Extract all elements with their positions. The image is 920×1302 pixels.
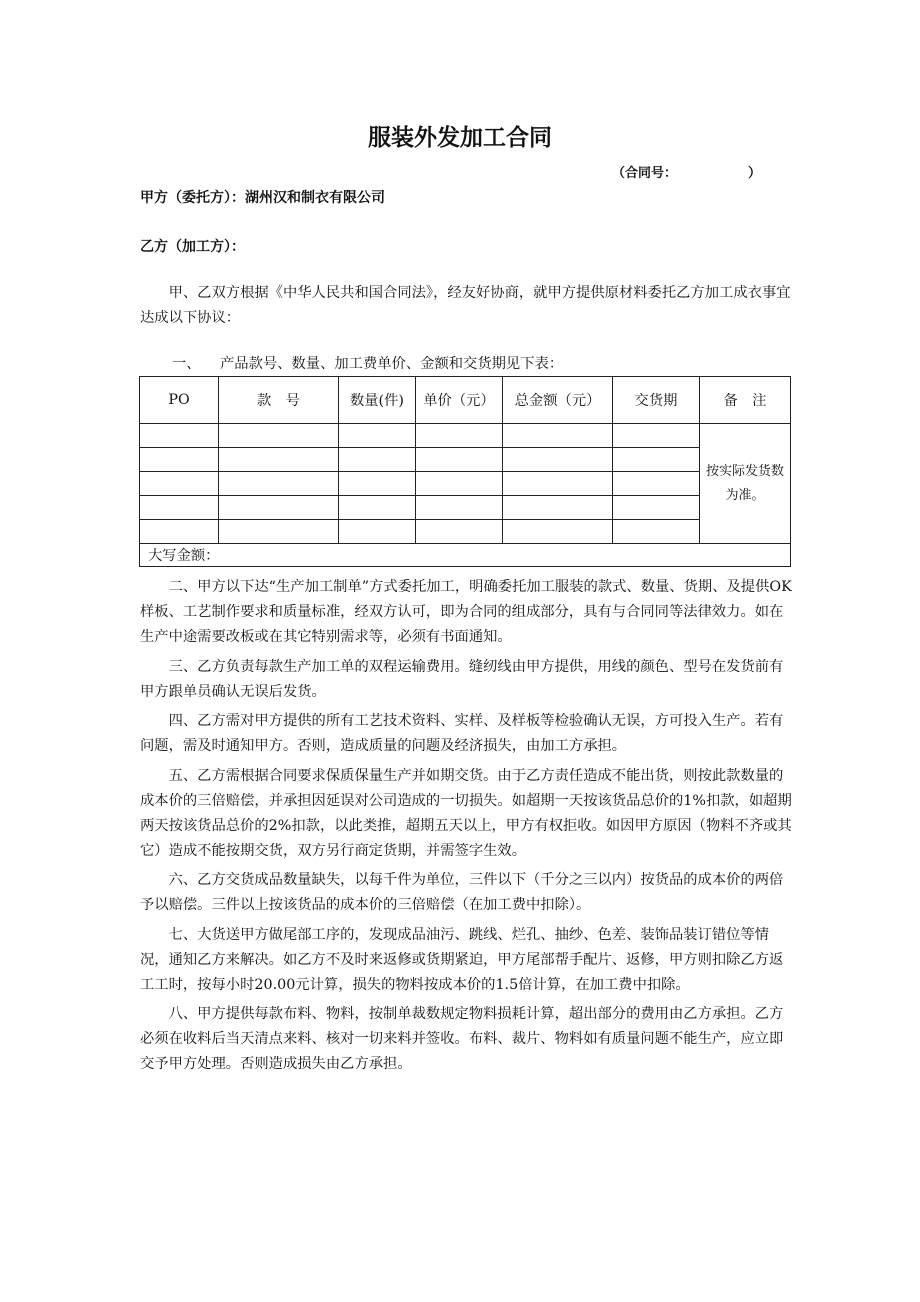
- table-cell: [416, 520, 503, 544]
- header-delivery-date: 交货期: [613, 377, 700, 424]
- table-cell: [339, 448, 416, 472]
- table-cell: [140, 472, 219, 496]
- party-b: 乙方（加工方）：: [140, 239, 245, 255]
- table-cell: [503, 448, 613, 472]
- header-style-no: 款 号: [219, 377, 339, 424]
- table-cell: [140, 520, 219, 544]
- clause-8: 八、甲方提供每款布料、物料，按制单裁数规定物料损耗计算，超出部分的费用由乙方承担。乙方必须在收料后当天清点来料、核对一切来料并签收。布料、裁片、物料如有质量问题不能生产，应立即交予甲方处理。否则造成损失由乙方承担。: [140, 1006, 784, 1072]
- table-cell: [219, 520, 339, 544]
- table-cell: [613, 448, 700, 472]
- table-row: [140, 520, 791, 544]
- table-row: [140, 496, 791, 520]
- section-1-text: 产品款号、数量、加工费单价、金额和交货期见下表：: [220, 356, 564, 372]
- table-cell: [503, 496, 613, 520]
- table-cell: [219, 472, 339, 496]
- table-row: [140, 448, 791, 472]
- table-cell: [613, 424, 700, 448]
- table-cell: [219, 496, 339, 520]
- party-a: 甲方（委托方）：湖州汉和制衣有限公司: [140, 190, 385, 206]
- table-cell: [140, 424, 219, 448]
- table-cell: [503, 520, 613, 544]
- contract-number: [612, 162, 762, 181]
- table-cell: [613, 520, 700, 544]
- header-unit-price: 单价（元）: [416, 377, 503, 424]
- table-cell: [613, 472, 700, 496]
- table-cell: [416, 448, 503, 472]
- table-cell: [219, 424, 339, 448]
- contract-number-label: （合同号：: [612, 166, 678, 181]
- clause-6: 六、乙方交货成品数量缺失，以每千件为单位，三件以下（千分之三以内）按货品的成本价的两倍予以赔偿。三件以上按该货品的成本价的三倍赔偿（在加工费中扣除）。: [140, 872, 784, 913]
- header-remark: 备 注: [700, 377, 791, 424]
- section-1-number: 一、: [172, 356, 201, 372]
- table-cell: [140, 448, 219, 472]
- product-table: [139, 376, 791, 567]
- table-row: [140, 424, 791, 448]
- table-header-row: [140, 377, 791, 424]
- contract-number-close: ）: [748, 166, 762, 181]
- clause-4: 四、乙方需对甲方提供的所有工艺技术资料、实样、及样板等检验确认无误，方可投入生产。若有问题，需及时通知甲方。否则，造成质量的问题及经济损失，由加工方承担。: [140, 713, 784, 754]
- table-cell: [339, 424, 416, 448]
- table-row: [140, 472, 791, 496]
- table-cell: [219, 448, 339, 472]
- clause-7: 七、大货送甲方做尾部工序的，发现成品油污、跳线、烂孔、抽纱、色差、装饰品装订错位等情况，通知乙方来解决。如乙方不及时来返修或货期紧迫，甲方尾部帮手配片、返修，甲方则扣除乙方返工工时，按每小时20.00元计算，损失的物料按成本价的1.5倍计算，在加工费中扣除。: [140, 926, 784, 993]
- table-cell: [416, 424, 503, 448]
- header-po: PO: [140, 377, 219, 424]
- table-cell: [503, 472, 613, 496]
- clause-5: 五、乙方需根据合同要求保质保量生产并如期交货。由于乙方责任造成不能出货，则按此款数量的成本价的三倍赔偿，并承担因延误对公司造成的一切损失。如超期一天按该货品总价的1%扣款，如超期两天按该货品总价的2%扣款，以此类推，超期五天以上，甲方有权拒收。如因甲方原因（物料不齐或其它）造成不能按期交货，双方另行商定货期，并需签字生效。: [140, 767, 792, 859]
- page-title: 服装外发加工合同: [368, 125, 552, 151]
- table-cell: [140, 496, 219, 520]
- table-cell: [416, 472, 503, 496]
- amount-row: [140, 544, 791, 567]
- amount-in-words: 大写金额：: [140, 544, 791, 567]
- clause-2: 二、甲方以下达“生产加工制单”方式委托加工，明确委托加工服装的款式、数量、货期、及提供OK样板、工艺制作要求和质量标准，经双方认可，即为合同的组成部分，具有与合同同等法律效力。如在生产中途需要改板或在其它特别需求等，必须有书面通知。: [140, 579, 792, 645]
- remark-cell: 按实际发货数为准。: [700, 424, 791, 544]
- table-cell: [503, 424, 613, 448]
- table-cell: [339, 472, 416, 496]
- table-cell: [416, 496, 503, 520]
- header-total-amount: 总金额（元）: [503, 377, 613, 424]
- section-1-heading: [172, 353, 563, 373]
- intro-paragraph: 甲、乙双方根据《中华人民共和国合同法》，经友好协商，就甲方提供原材料委托乙方加工成衣事宜达成以下协议：: [140, 285, 791, 326]
- table-cell: [613, 496, 700, 520]
- header-quantity: 数量(件): [339, 377, 416, 424]
- clause-3: 三、乙方负责每款生产加工单的双程运输费用。缝纫线由甲方提供，用线的颜色、型号在发货前有甲方跟单员确认无误后发货。: [140, 658, 784, 700]
- table-cell: [339, 520, 416, 544]
- contract-clauses: [140, 575, 792, 1082]
- table-cell: [339, 496, 416, 520]
